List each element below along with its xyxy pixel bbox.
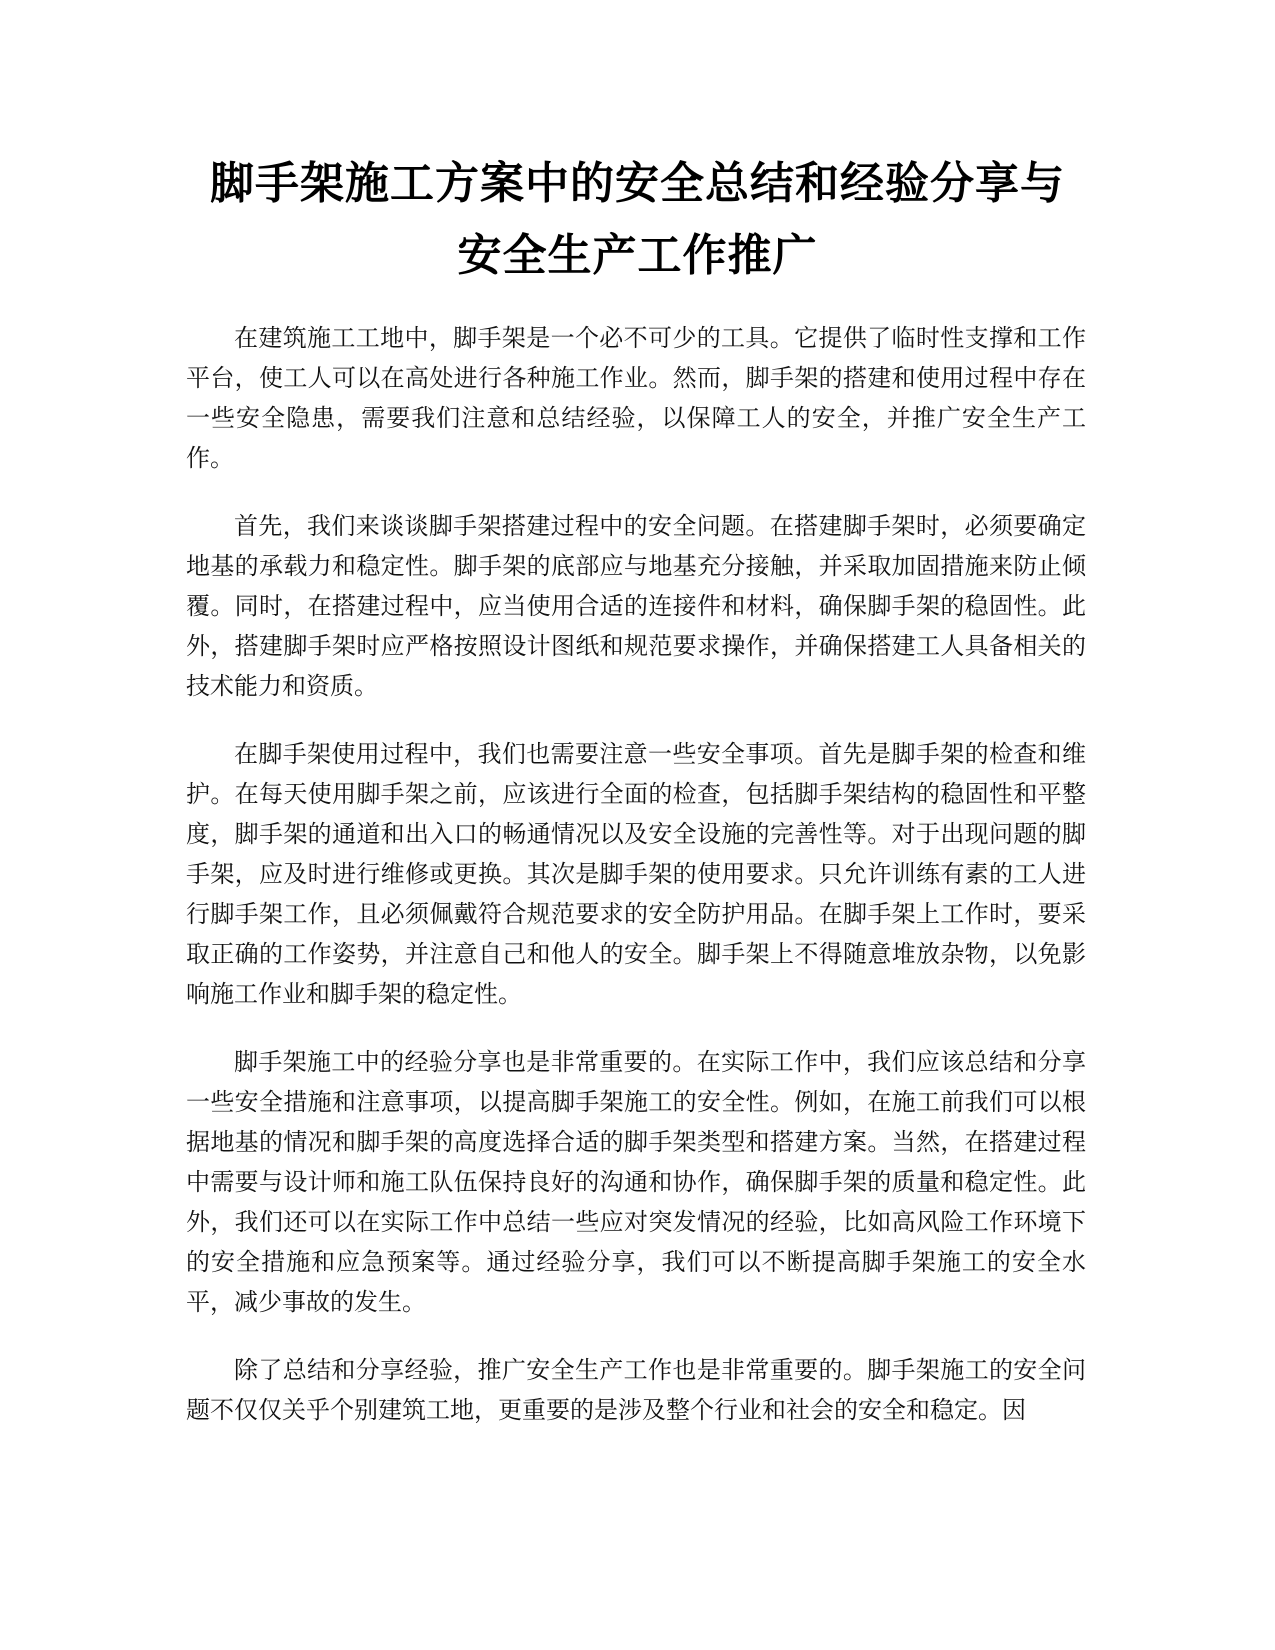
paragraph-1: 在建筑施工工地中，脚手架是一个必不可少的工具。它提供了临时性支撑和工作平台，使工人可以在高处进行各种施工作业。然而，脚手架的搭建和使用过程中存在一些安全隐患，需要我们注意和总结经验，以保障工人的安全，并推广安全生产工作。 [186, 324, 1086, 472]
title-line-1: 脚手架施工方案中的安全总结和经验分享与 [210, 158, 1065, 209]
document-body [186, 318, 1086, 1458]
title-line-2: 安全生产工作推广 [457, 230, 818, 281]
document-title [150, 148, 1125, 292]
paragraph-2: 首先，我们来谈谈脚手架搭建过程中的安全问题。在搭建脚手架时，必须要确定地基的承载力和稳定性。脚手架的底部应与地基充分接触，并采取加固措施来防止倾覆。同时，在搭建过程中，应当使用合适的连接件和材料，确保脚手架的稳固性。此外，搭建脚手架时应严格按照设计图纸和规范要求操作，并确保搭建工人具备相关的技术能力和资质。 [186, 512, 1086, 700]
paragraph-3: 在脚手架使用过程中，我们也需要注意一些安全事项。首先是脚手架的检查和维护。在每天使用脚手架之前，应该进行全面的检查，包括脚手架结构的稳固性和平整度，脚手架的通道和出入口的畅通情况以及安全设施的完善性等。对于出现问题的脚手架，应及时进行维修或更换。其次是脚手架的使用要求。只允许训练有素的工人进行脚手架工作，且必须佩戴符合规范要求的安全防护用品。在脚手架上工作时，要采取正确的工作姿势，并注意自己和他人的安全。脚手架上不得随意堆放杂物，以免影响施工作业和脚手架的稳定性。 [186, 740, 1086, 1008]
paragraph-5: 除了总结和分享经验，推广安全生产工作也是非常重要的。脚手架施工的安全问题不仅仅关乎个别建筑工地，更重要的是涉及整个行业和社会的安全和稳定。因 [186, 1356, 1086, 1424]
paragraph-4: 脚手架施工中的经验分享也是非常重要的。在实际工作中，我们应该总结和分享一些安全措施和注意事项，以提高脚手架施工的安全性。例如，在施工前我们可以根据地基的情况和脚手架的高度选择合适的脚手架类型和搭建方案。当然，在搭建过程中需要与设计师和施工队伍保持良好的沟通和协作，确保脚手架的质量和稳定性。此外，我们还可以在实际工作中总结一些应对突发情况的经验，比如高风险工作环境下的安全措施和应急预案等。通过经验分享，我们可以不断提高脚手架施工的安全水平，减少事故的发生。 [186, 1048, 1086, 1316]
